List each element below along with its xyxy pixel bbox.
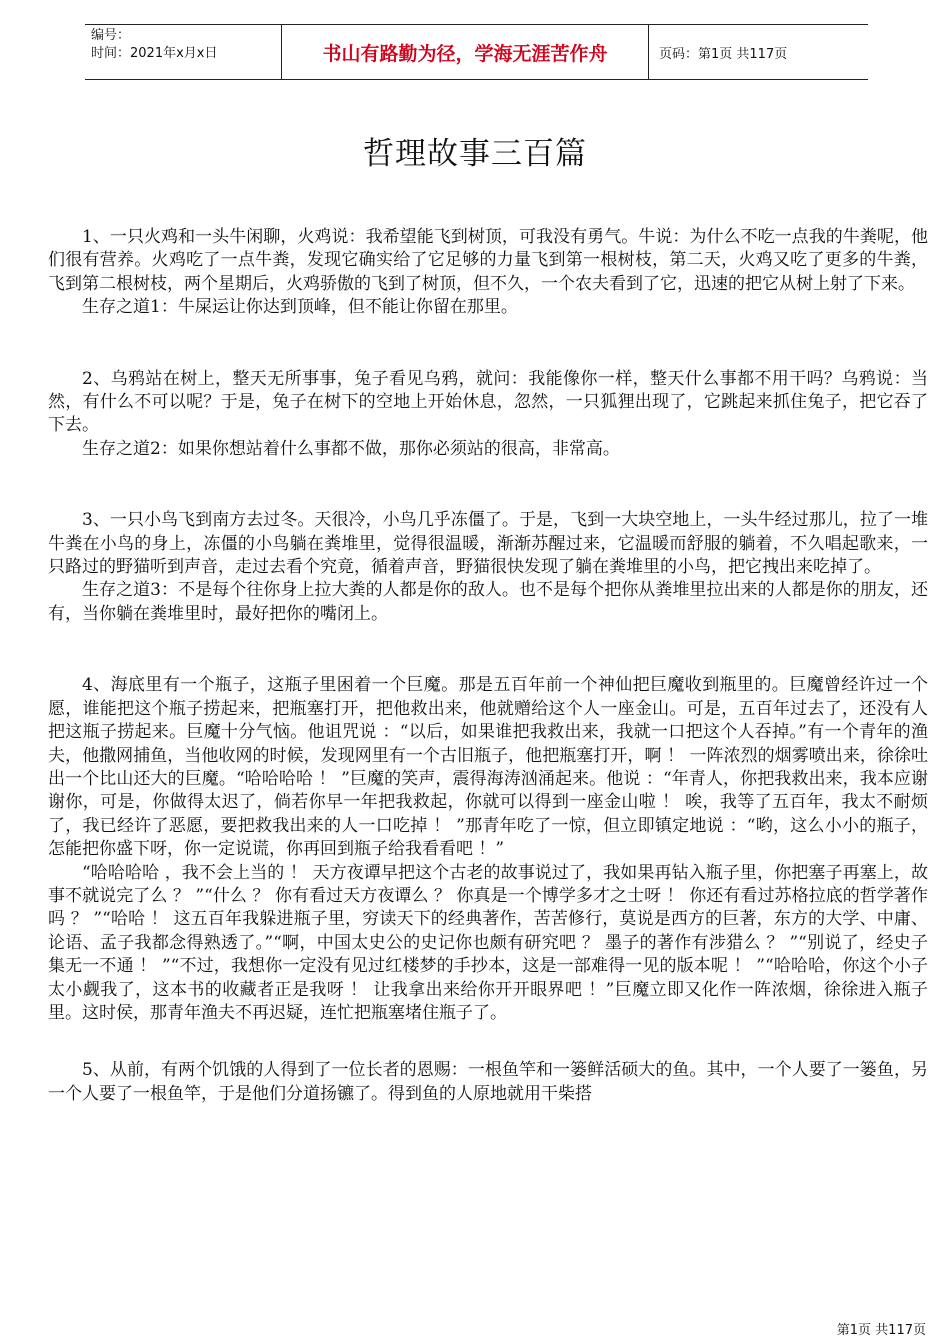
story-moral: 生存之道3：不是每个往你身上拉大粪的人都是你的敌人。也不是每个把你从粪堆里拉出来的人都是你的朋友，还有，当你躺在粪堆里时，最好把你的嘴闭上。 bbox=[48, 580, 928, 624]
spacer bbox=[48, 461, 928, 509]
document-title: 哲理故事三百篇 bbox=[363, 136, 587, 172]
page-footer: 第1页 共117页 bbox=[836, 1323, 926, 1338]
header-left-cell bbox=[85, 25, 282, 79]
spacer bbox=[48, 320, 928, 368]
story-text: 3、一只小鸟飞到南方去过冬。天很冷，小鸟几乎冻僵了。于是，飞到一大块空地上，一头牛经过那儿，拉了一堆牛粪在小鸟的身上，冻僵的小鸟躺在粪堆里，觉得很温暖，渐渐苏醒过来，它温暖而舒服的躺着，不久唱起歌来，一只路过的野猫听到声音，走过去看个究竟，循着声音，野猫很快发现了躺在粪堆里的小鸟，把它拽出来吃掉了。 bbox=[48, 510, 928, 578]
story-text: 2、乌鸦站在树上，整天无所事事，兔子看见乌鸦，就问：我能像你一样，整天什么事都不用干吗？乌鸦说：当然，有什么不可以呢？于是，兔子在树下的空地上开始休息，忽然，一只狐狸出现了，它跳起来抓住兔子，把它吞了下去。 bbox=[48, 368, 928, 436]
story-text: 5、从前，有两个饥饿的人得到了一位长者的恩赐：一根鱼竿和一篓鲜活硕大的鱼。其中，一个人要了一篓鱼，另一个人要了一根鱼竿，于是他们分道扬镳了。得到鱼的人原地就用干柴搭 bbox=[48, 1060, 928, 1104]
date-line: 时间：2021年x月x日 bbox=[91, 46, 218, 61]
story-moral: 生存之道2：如果你想站着什么事都不做，那你必须站的很高，非常高。 bbox=[82, 438, 620, 459]
spacer bbox=[48, 1025, 928, 1059]
header-motto: 书山有路勤为径，学海无涯苦作舟 bbox=[282, 25, 649, 79]
header-page-info: 页码：第1页 共117页 bbox=[659, 46, 788, 62]
number-label: 编号： bbox=[91, 28, 131, 43]
story-text: 1、一只火鸡和一头牛闲聊，火鸡说：我希望能飞到树顶，可我没有勇气。牛说：为什么不吃一点我的牛粪呢，他们很有营养。火鸡吃了一点牛粪，发现它确实给了它足够的力量飞到第一根树枝，第二天，火鸡又吃了更多的牛粪，飞到第二根树枝，两个星期后，火鸡骄傲的飞到了树顶，但不久，一个农夫看到了它，迅速的把它从树上射了下来。 bbox=[48, 227, 928, 294]
story-continuation: “哈哈哈哈 ，我不会上当的 ！ 天方夜谭早把这个古老的故事说过了，我如果再钻入瓶子里，你把塞子再塞上，故事不就说完了么 ？ ”“什么 ？ 你有看过天方夜谭么 ？ 你真是一个博学多才之士呀 ！ 你还有看过苏格拉底的哲学著作吗 ？ ”“哈哈 ！ 这五百年我躲进瓶子里，穷读天下的经典著作，苦苦修行，莫说是西方的巨著，东方的大学、中庸、论语、孟子我都念得熟透了。”“啊，中国太史公的史记你也颇有研究吧 ？ 墨子的著作有涉猎么 ？ ”“别说了，经史子集无一不通 ！ ”“不过，我想你一定没有见过红楼梦的手抄本，这是一部难得一见的版本呢 ！ ”“哈哈哈，你这个小子太小觑我了，这本书的收藏者正是我呀 ！ 让我拿出来给你开开眼界吧 ！”巨魔立即又化作一阵浓烟，徐徐进入瓶子里。这时侯，那青年渔夫不再迟疑，连忙把瓶塞堵住瓶子了。 bbox=[48, 862, 928, 1023]
spacer bbox=[48, 626, 928, 674]
header-table bbox=[85, 24, 868, 80]
story-moral: 生存之道1：牛屎运让你达到顶峰，但不能让你留在那里。 bbox=[82, 297, 518, 318]
story-text: 4、海底里有一个瓶子，这瓶子里困着一个巨魔。那是五百年前一个神仙把巨魔收到瓶里的。巨魔曾经许过一个愿，谁能把这个瓶子捞起来，把瓶塞打开，把他救出来，他就赠给这个人一座金山。可是，五百年过去了，还没有人把这瓶子捞起来。巨魔十分气恼。他诅咒说 ：“以后，如果谁把我救出来，我就一口把这个人吞掉。”有一个青年的渔夫，他撒网捕鱼，当他收网的时候，发现网里有一个古旧瓶子，他把瓶塞打开，啊 ！ 一阵浓烈的烟雾喷出来，徐徐吐出一个比山还大的巨魔。“哈哈哈哈 ！ ”巨魔的笑声，震得海涛汹涌起来。他说 ：“年青人，你把我救出来，我本应谢谢你，可是，你做得太迟了，倘若你早一年把我救起，你就可以得到一座金山啦 ！ 唉，我等了五百年，我太不耐烦了，我已经许了恶愿，要把救我出来的人一口吃掉 ！ ”那青年吃了一惊，但立即镇定地说 ：“哟，这么小小的瓶子，怎能把你盛下呀，你一定说谎，你再回到瓶子给我看看吧 ！” bbox=[48, 675, 928, 860]
document-body bbox=[48, 226, 928, 1106]
